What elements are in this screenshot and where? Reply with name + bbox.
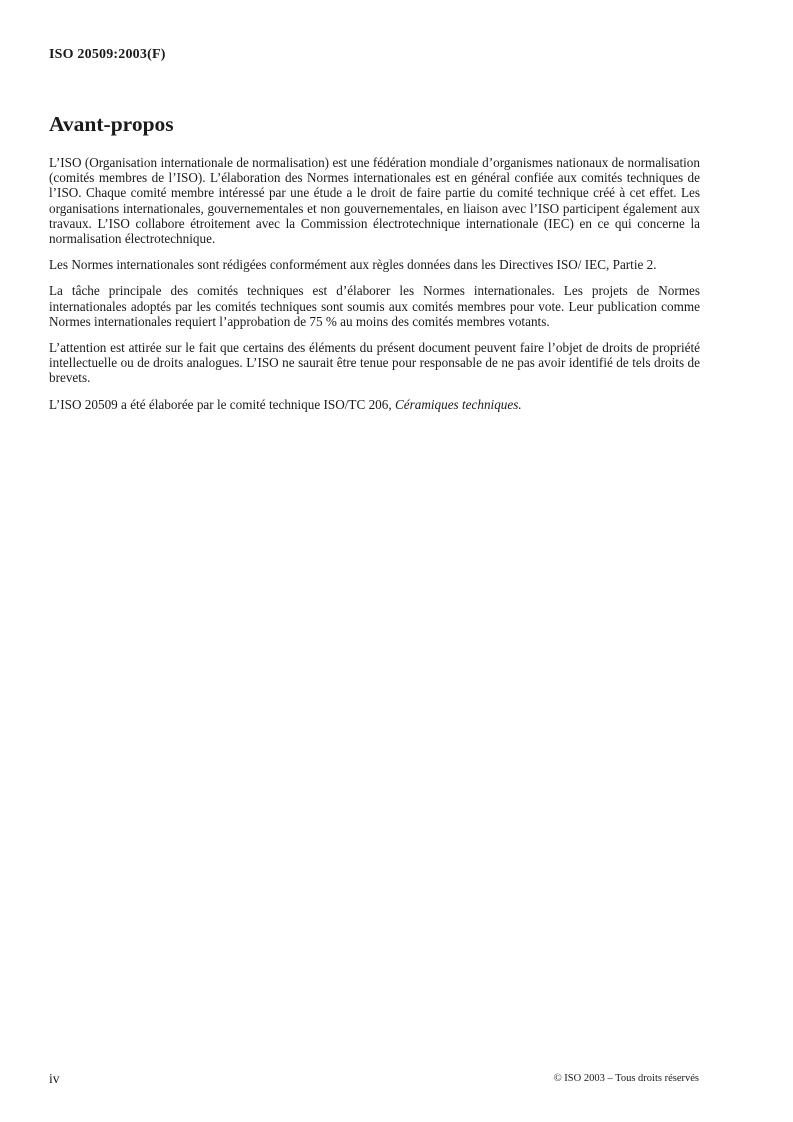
paragraph-committee-attribution bbox=[49, 397, 700, 412]
page-number: iv bbox=[49, 1071, 60, 1086]
committee-name: Céramiques techniques. bbox=[394, 396, 522, 412]
section-title: Avant-propos bbox=[49, 112, 174, 136]
paragraph-drafting-rules: Les Normes internationales sont rédigées conformément aux règles données dans les Directives ISO/ IEC, Partie 2. bbox=[49, 257, 657, 273]
attribution-text: L’ISO 20509 a été élaborée par le comité technique ISO/TC 206, bbox=[49, 396, 395, 412]
foreword-body bbox=[49, 155, 700, 423]
paragraph-technical-committees: La tâche principale des comités techniques est d’élaborer les Normes internationales. Les projets de Normes internationales adoptés par les comités techniques sont soumis aux comités membres pour vote. Leur publication comme Normes internationales requiert l’approbation de 75 % au moins des comités membres votants. bbox=[49, 283, 700, 329]
paragraph-iso-organisation: L’ISO (Organisation internationale de normalisation) est une fédération mondiale d’organismes nationaux de normalisation (comités membres de l’ISO). L’élaboration des Normes internationales est en général confiée aux comités techniques de l’ISO. Chaque comité membre intéressé par une étude a le droit de faire partie du comité technique créé à cet effet. Les organisations internationales, gouvernementales et non gouvernementales, en liaison avec l’ISO participent également aux travaux. L’ISO collabore étroitement avec la Commission électrotechnique internationale (IEC) en ce qui concerne la normalisation électrotechnique. bbox=[49, 155, 700, 247]
paragraph-patent-rights: L’attention est attirée sur le fait que certains des éléments du présent document peuvent faire l’objet de droits de propriété intellectuelle ou de droits analogues. L’ISO ne saurait être tenue pour responsable de ne pas avoir identifié de tels droits de brevets. bbox=[49, 340, 700, 386]
copyright-notice: © ISO 2003 – Tous droits réservés bbox=[553, 1073, 699, 1084]
document-identifier: ISO 20509:2003(F) bbox=[49, 47, 166, 62]
